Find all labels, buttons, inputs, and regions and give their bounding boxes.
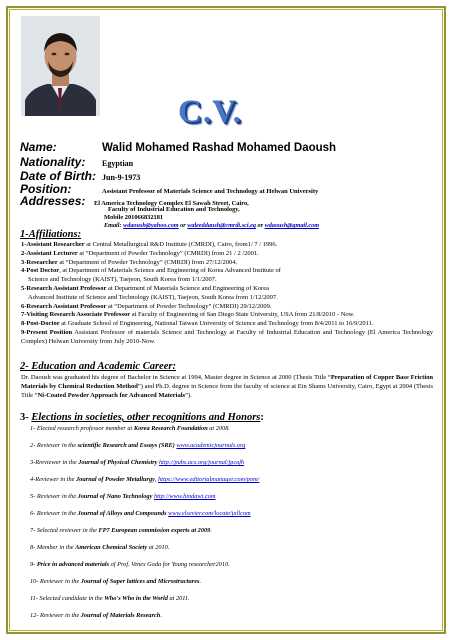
email-or-1: or: [180, 222, 186, 229]
cv-title: C.V.: [178, 94, 242, 130]
list-item: 4-Post Doctor, at Department of Materials Science and Engineering of Korea Advanced Institute of: [21, 267, 281, 275]
email-or-2: or: [257, 222, 264, 229]
list-item: 10- Reviewer in the Journal of Super lattices and Microstructures.: [30, 578, 202, 585]
name-value: Walid Mohamed Rashad Mohamed Daoush: [102, 142, 337, 154]
email-prefix: Email:: [104, 222, 122, 229]
list-item: 3-Rreviewer in the Journal of Physical Chemistry http://pubs.acs.org/journal/jpcafh: [30, 459, 245, 466]
dob-label: Date of Birth:: [20, 169, 96, 183]
list-item: 8-Post-Doctor at Graduate School of Engineering, National Taiwan University of Science and Technology from 8/4/2011 to 16/9/2011.: [21, 320, 374, 328]
position-label: Position:: [20, 182, 72, 196]
dob-row: [20, 169, 140, 183]
nationality-label: Nationality:: [20, 155, 86, 169]
list-item: 7-Visiting Research Associate Professor at Faculty of Engineering of San Diego State University, USA from 21/8/2010 - Now.: [21, 311, 355, 319]
email-link-cmrdi[interactable]: waleeddaush@cmrdi.sci.eg: [187, 222, 256, 229]
list-item: 11- Selected candidate in the Who's Who in the World at 2011.: [30, 595, 190, 602]
list-item: 7- Selected reviewer in the FP7 European commission experts at 2009.: [30, 527, 212, 534]
list-item: 1- Elected research professor member at Korea Research Foundation at 2008.: [30, 425, 230, 432]
email-link-gmail[interactable]: wdaoush@gmail.com: [264, 222, 320, 229]
list-item: 5- Reviewer in the Journal of Nano Technology http://www.hindawi.com: [30, 493, 216, 500]
list-item: 6- Reviewer in the Journal of Alloys and Compounds www.elsevier.com/locate/jallcom: [30, 510, 251, 517]
list-item-continued: Science and Technology (KAIST), Taejeon, South Korea from 1/1/2007.: [28, 276, 217, 284]
portrait-photo: [21, 16, 100, 116]
email-link-yahoo[interactable]: wdaoush@yahoo.com: [123, 222, 179, 229]
name-row: [20, 140, 336, 154]
honor-link[interactable]: http://pubs.acs.org/journal/jpcafh: [159, 459, 245, 466]
honors-heading: 3- Elections in societies, other recognitions and Honors:: [20, 412, 264, 423]
list-item: 2- Reviewer in the scientific Research and Essays (SRE) www.academicjournals.org: [30, 442, 246, 449]
thesis-title-phd: Ni-Coated Powder Approach for Advanced Materials: [37, 391, 186, 399]
list-item: 4-Reviewer in the Journal of Powder Metallurgy, https://www.editorialmanager.com/pom/: [30, 476, 260, 483]
education-paragraph: Dr. Daoush was graduated his degree of Bachelor in Science at 1994, Master degree in Science at 2000 (Thesis Title “Preparation of Copper Base Friction Materials by Chemical Reduction Method”) and Ph.D. degree in Science from the faculty of science at Ein Shams University, Cairo, Egypt at 2004 (Thesis Title ”Ni-Coated Powder Approach for Advanced Materials”).: [21, 374, 433, 399]
list-item: 9-Present Position Assistant Professor of materials Science and Technology at Faculty of Industrial Education and Technology (El America Technology Complex) Helwan University from July 2010-Now.: [21, 328, 433, 345]
affiliations-list: [21, 241, 433, 347]
list-item-continued: Advanced Institute of Science and Technology (KAIST), Taejeon, South Korea from 1/12/2007.: [28, 293, 278, 301]
list-item: 2-Assistant Lecturer at “Department of Powder Technology” (CMRDI) from 21 / 2 /2001.: [21, 249, 259, 257]
dob-value: Jun-9-1973: [102, 173, 141, 182]
addresses-label: Addresses:: [20, 194, 86, 208]
nationality-value: Egyptian: [102, 159, 134, 168]
honor-link[interactable]: www.academicjournals.org: [176, 442, 246, 449]
list-item: 3-Researcher at “Department of Powder Technology” (CMRDI) from 27/12/2004.: [21, 258, 238, 266]
education-heading: 2- Education and Academic Career:: [20, 361, 176, 372]
list-item: 8- Member in the American Chemical Society at 2010.: [30, 544, 170, 551]
honor-link[interactable]: https://www.editorialmanager.com/pom/: [158, 476, 260, 483]
list-item: 5-Research Assistant Professor at Department of Materials Science and Engineering of Korea: [21, 284, 269, 292]
list-item: 6-Research Assistant Professor at “Department of Powder Technology” (CMRDI) 29/12/2009.: [21, 302, 272, 310]
mobile-number: Mobile 201066832181: [104, 214, 164, 221]
list-item: 1-Assistant Researcher at Central Metallurgical R&D Institute (CMRDI), Cairo, from1/ 7 / 1996.: [21, 241, 278, 248]
affiliations-heading: 1-Affiliations:: [20, 229, 82, 240]
list-item: 12- Reviewer in the Journal of Materials Research.: [30, 612, 162, 619]
email-line: [104, 222, 319, 229]
honor-link[interactable]: http://www.hindawi.com: [153, 493, 216, 500]
thesis-title-master: Preparation of Copper Base Friction Materials by Chemical Reduction Method: [21, 374, 433, 390]
position-value: Assistant Professor of Materials Science and Technology at Helwan University: [102, 188, 319, 195]
honor-link[interactable]: www.elsevier.com/locate/jallcom: [168, 510, 251, 517]
name-label: Name:: [20, 140, 57, 154]
address-line2: Faculty of Industrial Education and Technology,: [108, 206, 240, 213]
address-line1: El America Technology Complex El Sawah Street, Cairo,: [94, 200, 249, 207]
nationality-row: [20, 155, 133, 169]
list-item: 9- Price in advanced materials of Prof. Venes Goda for Young researcher2010.: [30, 561, 230, 568]
